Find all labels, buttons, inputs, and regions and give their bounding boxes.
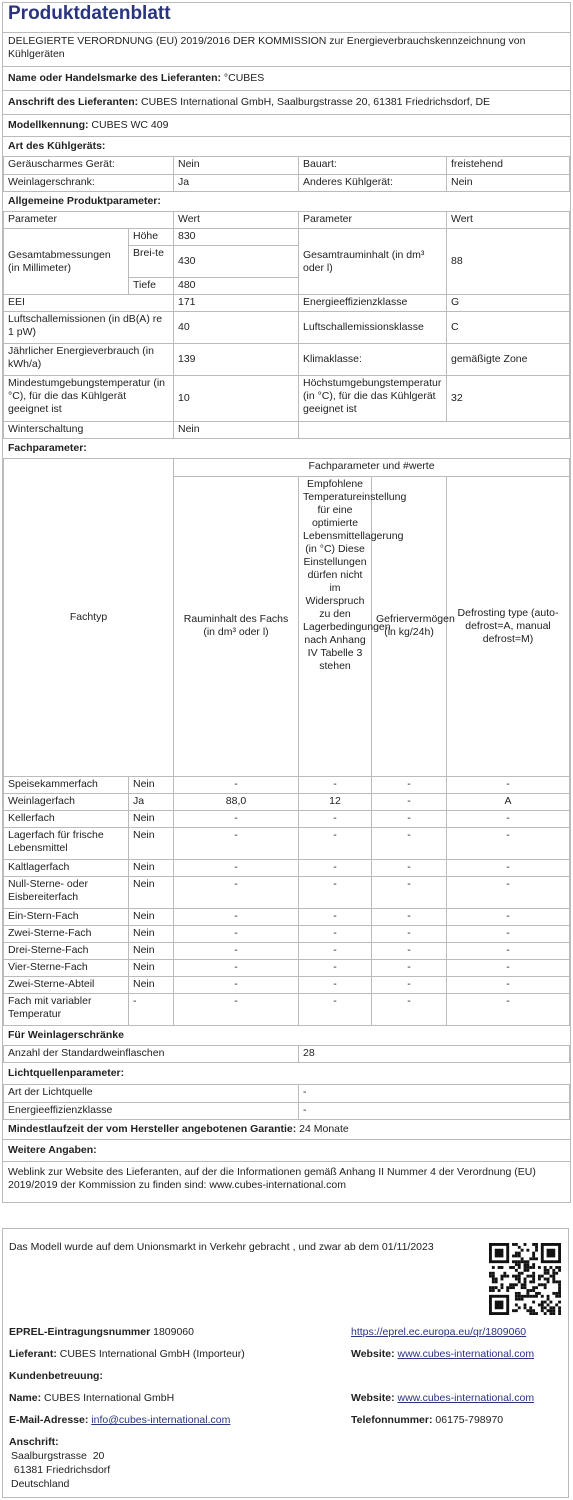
fach-value: -	[372, 859, 447, 876]
weblink-text: Weblink zur Website des Lieferanten, auf der die Informationen gemäß Anhang II Nummer 4 der Verordnung (EU) 2019/2019 der Kommission zu finden sind:	[8, 1165, 536, 1191]
fach-value: Nein	[129, 810, 174, 827]
fach-value: Nein	[129, 908, 174, 925]
fach-value: -	[174, 959, 299, 976]
light-value: -	[299, 1102, 570, 1119]
type-cell: Nein	[447, 174, 570, 191]
fach-row	[4, 776, 570, 793]
email-row	[9, 1414, 230, 1427]
regulation-subtitle: DELEGIERTE VERORDNUNG (EU) 2019/2016 DER KOMMISSION zur Energieverbrauchskennzeichnung von Kühlgeräten	[3, 33, 570, 67]
dim-value: 430	[174, 246, 299, 278]
wine-row	[4, 1046, 570, 1063]
fach-value: -	[299, 859, 372, 876]
light-param: Art der Lichtquelle	[4, 1085, 299, 1102]
fach-value: -	[372, 959, 447, 976]
col-defrost-header: Defrosting type (auto-defrost=A, manual defrost=M)	[447, 476, 570, 776]
fach-name: Kaltlagerfach	[4, 859, 129, 876]
dim-name: Höhe	[129, 229, 174, 246]
light-row	[4, 1085, 570, 1102]
fach-row	[4, 959, 570, 976]
dimensions-label: Gesamtabmessungen (in Millimeter)	[4, 229, 129, 295]
fach-value: Ja	[129, 793, 174, 810]
fach-row	[4, 925, 570, 942]
param-value: C	[447, 312, 570, 344]
dim-name: Tiefe	[129, 278, 174, 295]
anschrift-label: Anschrift:	[9, 1436, 59, 1448]
param-name: Luftschallemissionsklasse	[299, 312, 447, 344]
supplier-label: Name oder Handelsmarke des Lieferanten:	[8, 72, 221, 84]
page-title: Produktdatenblatt	[3, 3, 570, 33]
head-cell: Wert	[174, 212, 299, 229]
phone-label: Telefonnummer:	[351, 1414, 433, 1426]
website-link[interactable]: www.cubes-international.com	[397, 1348, 535, 1360]
addr-line: Saalburgstrasse 20	[11, 1450, 105, 1462]
param-value: Nein	[174, 422, 299, 439]
general-head	[4, 212, 570, 229]
param-name: Höchstumgebungstemperatur (in °C), für die das Kühlgerät geeignet ist	[299, 376, 447, 422]
fach-name: Kellerfach	[4, 810, 129, 827]
name-row	[9, 1392, 174, 1405]
light-table	[3, 1085, 570, 1120]
param-name: Luftschallemissionen (in dB(A) re 1 pW)	[4, 312, 174, 344]
kunden-label: Kundenbetreuung:	[9, 1370, 103, 1382]
qr-code-icon	[489, 1243, 561, 1315]
head-cell: Parameter	[299, 212, 447, 229]
fach-value: -	[447, 993, 570, 1025]
param-value: 10	[174, 376, 299, 422]
website-label: Website:	[351, 1348, 395, 1360]
fach-value: -	[174, 827, 299, 859]
param-name: Energieeffizienzklasse	[299, 295, 447, 312]
fach-value: -	[174, 925, 299, 942]
fach-value: -	[372, 876, 447, 908]
fach-value: -	[129, 993, 174, 1025]
fach-value: Nein	[129, 942, 174, 959]
fach-value: -	[174, 776, 299, 793]
fach-value: -	[447, 876, 570, 908]
fach-row	[4, 876, 570, 908]
volume-value: 88	[447, 229, 570, 295]
fach-row	[4, 993, 570, 1025]
light-value: -	[299, 1085, 570, 1102]
model-value: CUBES WC 409	[91, 119, 169, 131]
addr-line: 61381 Friedrichsdorf	[11, 1464, 111, 1476]
col-volume-header: Rauminhalt des Fachs (in dm³ oder l)	[174, 476, 299, 776]
fach-table	[3, 459, 570, 1026]
param-name: EEI	[4, 295, 174, 312]
model-label: Modellkennung:	[8, 119, 89, 131]
light-section-label: Lichtquellenparameter:	[3, 1063, 570, 1085]
general-row	[4, 422, 570, 439]
type-section-label: Art des Kühlgeräts:	[3, 137, 570, 157]
type-row-2	[4, 174, 570, 191]
param-name: Mindestumgebungstemperatur (in °C), für die das Kühlgerät geeignet ist	[4, 376, 174, 422]
type-cell: Bauart:	[299, 157, 447, 174]
fach-row	[4, 908, 570, 925]
fach-value: -	[447, 908, 570, 925]
type-table	[3, 157, 570, 192]
type-cell: Ja	[174, 174, 299, 191]
param-value: 40	[174, 312, 299, 344]
phone-value: 06175-798970	[435, 1414, 504, 1426]
fach-value: Nein	[129, 959, 174, 976]
fach-row	[4, 859, 570, 876]
warranty-row	[3, 1120, 570, 1140]
param-name: Winterschaltung	[4, 422, 174, 439]
phone-row	[351, 1414, 503, 1427]
fach-value: Nein	[129, 976, 174, 993]
fach-value: 88,0	[174, 793, 299, 810]
email-link[interactable]: info@cubes-international.com	[91, 1414, 231, 1426]
fach-value: -	[299, 959, 372, 976]
fach-name: Speisekammerfach	[4, 776, 129, 793]
param-value: G	[447, 295, 570, 312]
light-param: Energieeffizienzklasse	[4, 1102, 299, 1119]
fach-name: Weinlagerfach	[4, 793, 129, 810]
fach-name: Lagerfach für frische Lebensmittel	[4, 827, 129, 859]
fach-value: Nein	[129, 925, 174, 942]
fach-group-header: Fachparameter und #werte	[174, 459, 570, 476]
fach-row	[4, 793, 570, 810]
fach-value: A	[447, 793, 570, 810]
wine-table	[3, 1046, 570, 1064]
website-row	[351, 1348, 534, 1361]
fach-row	[4, 810, 570, 827]
lieferant-label: Lieferant:	[9, 1348, 57, 1360]
fach-value: -	[372, 925, 447, 942]
fach-name: Ein-Stern-Fach	[4, 908, 129, 925]
fach-value: -	[447, 959, 570, 976]
fach-value: -	[372, 776, 447, 793]
type-cell: Nein	[174, 157, 299, 174]
fach-value: -	[299, 908, 372, 925]
param-value: 32	[447, 376, 570, 422]
addr-line: Deutschland	[11, 1478, 70, 1490]
param-value: 139	[174, 344, 299, 376]
further-label: Weitere Angaben:	[3, 1140, 570, 1162]
website2-link[interactable]: www.cubes-international.com	[397, 1392, 535, 1404]
param-name	[299, 422, 570, 439]
type-cell: freistehend	[447, 157, 570, 174]
general-table	[3, 212, 570, 440]
fach-name: Vier-Sterne-Fach	[4, 959, 129, 976]
fach-value: Nein	[129, 776, 174, 793]
eprel-row	[9, 1326, 194, 1339]
supplier-row	[3, 67, 570, 91]
fach-value: -	[447, 776, 570, 793]
fach-value: -	[174, 859, 299, 876]
fach-value: -	[372, 908, 447, 925]
lieferant-row	[9, 1348, 245, 1361]
head-cell: Parameter	[4, 212, 174, 229]
fach-value: -	[372, 827, 447, 859]
fach-value: -	[299, 942, 372, 959]
volume-label: Gesamtrauminhalt (in dm³ oder l)	[299, 229, 447, 295]
footer-box	[2, 1228, 569, 1498]
light-row	[4, 1102, 570, 1119]
type-cell: Weinlagerschrank:	[4, 174, 174, 191]
col-temp-header: Empfohlene Temperatureinstellung für eine optimierte Lebensmittellagerung (in °C) Diese Einstellungen dürfen nicht im Widerspruch zu den Lagerbedingungen nach Anhang IV Tabelle 3 stehen	[299, 476, 372, 776]
address-value: CUBES International GmbH, Saalburgstrasse 20, 61381 Friedrichsdorf, DE	[141, 96, 491, 108]
param-name: Jährlicher Energieverbrauch (in kWh/a)	[4, 344, 174, 376]
fach-value: -	[447, 942, 570, 959]
fach-row	[4, 827, 570, 859]
param-value: 171	[174, 295, 299, 312]
supplier-value: °CUBES	[223, 72, 265, 84]
fach-value: -	[372, 993, 447, 1025]
general-row	[4, 312, 570, 344]
name-value: CUBES International GmbH	[44, 1392, 175, 1404]
website2-label: Website:	[351, 1392, 395, 1404]
lieferant-value: CUBES International GmbH (Importeur)	[59, 1348, 245, 1360]
fach-value: -	[372, 942, 447, 959]
bottles-label: Anzahl der Standardweinflaschen	[4, 1046, 299, 1063]
fach-head-row	[4, 459, 570, 476]
fach-value: -	[299, 876, 372, 908]
param-name: Klimaklasse:	[299, 344, 447, 376]
address-row	[3, 91, 570, 115]
weblink-row	[3, 1162, 570, 1202]
fach-value: -	[299, 976, 372, 993]
fach-value: Nein	[129, 876, 174, 908]
model-row	[3, 115, 570, 137]
fach-name: Zwei-Sterne-Fach	[4, 925, 129, 942]
fach-value: 12	[299, 793, 372, 810]
general-row	[4, 344, 570, 376]
param-value: gemäßigte Zone	[447, 344, 570, 376]
fach-value: Nein	[129, 827, 174, 859]
fach-value: -	[299, 827, 372, 859]
fach-value: -	[174, 810, 299, 827]
fach-value: -	[372, 976, 447, 993]
address-label: Anschrift des Lieferanten:	[8, 96, 139, 108]
general-section-label: Allgemeine Produktparameter:	[3, 192, 570, 212]
fach-value: -	[174, 876, 299, 908]
head-cell: Wert	[447, 212, 570, 229]
general-row	[4, 295, 570, 312]
bottles-value: 28	[299, 1046, 570, 1063]
type-cell: Anderes Kühlgerät:	[299, 174, 447, 191]
dim-value: 480	[174, 278, 299, 295]
fach-name: Zwei-Sterne-Abteil	[4, 976, 129, 993]
warranty-label: Mindestlaufzeit der vom Hersteller angebotenen Garantie:	[8, 1122, 297, 1135]
website2-row	[351, 1392, 534, 1405]
market-text: Das Modell wurde auf dem Unionsmarkt in Verkehr gebracht , und zwar ab dem 01/11/2023	[9, 1241, 434, 1253]
name-label: Name:	[9, 1392, 42, 1404]
type-cell: Geräuscharmes Gerät:	[4, 157, 174, 174]
fach-value: -	[299, 993, 372, 1025]
fach-body	[4, 776, 570, 1025]
col-freeze-header: Gefriervermögen (in kg/24h)	[372, 476, 447, 776]
fach-value: -	[174, 993, 299, 1025]
fach-name: Drei-Sterne-Fach	[4, 942, 129, 959]
fach-value: -	[372, 793, 447, 810]
eprel-value: 1809060	[153, 1326, 194, 1338]
fach-value: -	[447, 859, 570, 876]
dim-row	[4, 229, 570, 246]
fachtyp-header: Fachtyp	[4, 459, 174, 776]
fach-row	[4, 942, 570, 959]
eprel-link[interactable]: https://eprel.ec.europa.eu/qr/1809060	[351, 1326, 527, 1338]
fach-value: -	[174, 908, 299, 925]
fach-value: -	[372, 810, 447, 827]
datasheet	[2, 2, 571, 1203]
eprel-label: EPREL-Eintragungsnummer	[9, 1326, 151, 1338]
fach-name: Null-Sterne- oder Eisbereiterfach	[4, 876, 129, 908]
dim-name: Brei-te	[129, 246, 174, 278]
wine-section-label: Für Weinlagerschränke	[3, 1026, 570, 1046]
fach-value: -	[447, 810, 570, 827]
fach-value: -	[447, 827, 570, 859]
fach-row	[4, 976, 570, 993]
fach-value: -	[299, 810, 372, 827]
type-row-1	[4, 157, 570, 174]
fach-value: -	[447, 976, 570, 993]
warranty-value: 24 Monate	[299, 1122, 349, 1135]
dim-value: 830	[174, 229, 299, 246]
fach-value: -	[447, 925, 570, 942]
email-label: E-Mail-Adresse:	[9, 1414, 89, 1426]
fach-value: -	[299, 925, 372, 942]
fach-value: -	[174, 942, 299, 959]
fach-value: -	[299, 776, 372, 793]
fach-value: -	[174, 976, 299, 993]
weblink-url[interactable]: www.cubes-international.com	[209, 1178, 346, 1191]
general-row	[4, 376, 570, 422]
fach-name: Fach mit variabler Temperatur	[4, 993, 129, 1025]
fach-section-label: Fachparameter:	[3, 439, 570, 459]
fach-value: Nein	[129, 859, 174, 876]
